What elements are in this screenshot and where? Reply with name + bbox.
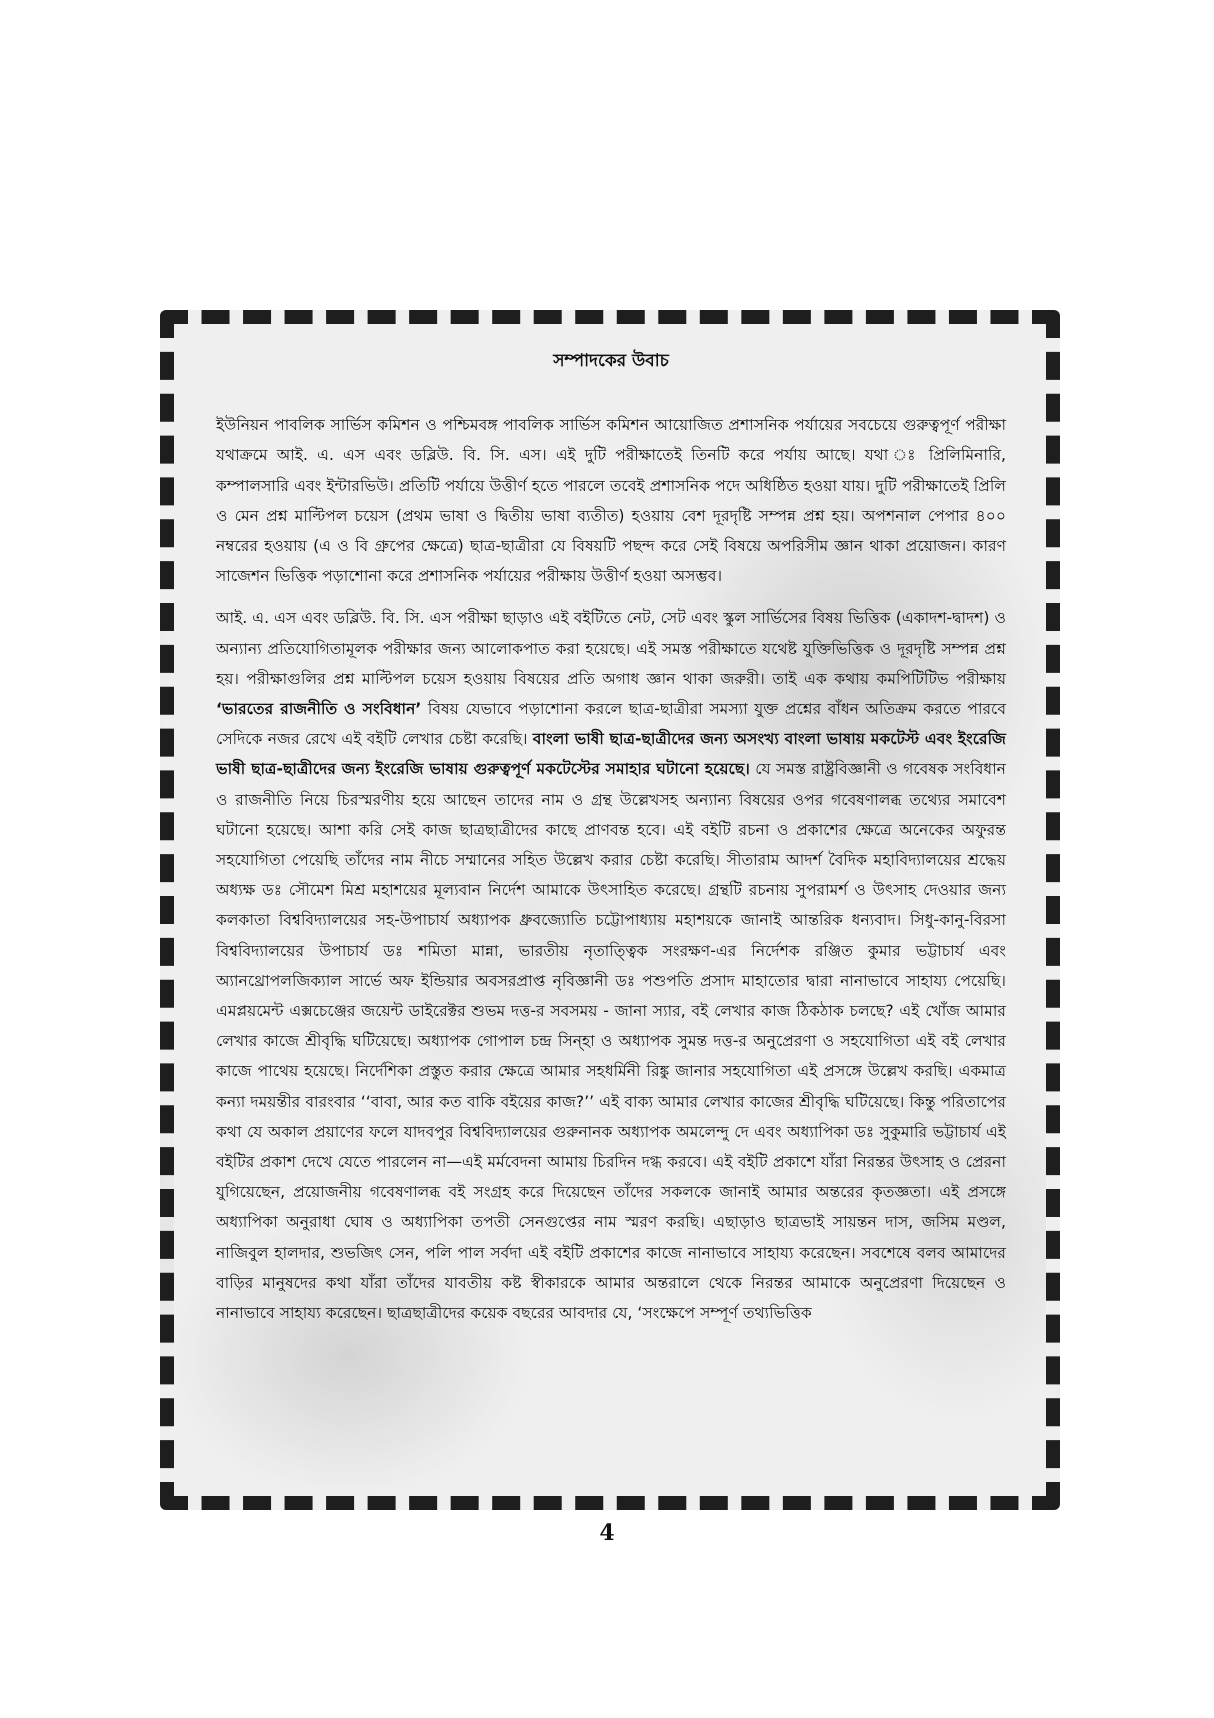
paragraph-2-bold-2: বাংলা ভাষী ছাত্র-ছাত্রীদের জন্য অসংখ্য বাংলা ভাষায় মকটেস্ট এবং ইংরেজি ভাষী ছাত্র-ছাত্রীদের জন্য ইংরেজি ভাষায় গুরুত্বপূর্ণ মকটেস্টের সমাহার ঘটানো হয়েছে। (216, 730, 1007, 779)
dashed-border-frame (160, 310, 1060, 1510)
paragraph-1: ইউনিয়ন পাবলিক সার্ভিস কমিশন ও পশ্চিমবঙ্গ পাবলিক সার্ভিস কমিশন আয়োজিত প্রশাসনিক পর্যায়ের সবচেয়ে গুরুত্বপূর্ণ পরীক্ষা যথাক্রমে আই. এ. এস এবং ডব্লিউ. বি. সি. এস। এই দুটি পরীক্ষাতেই তিনটি করে পর্যায় আছে। যথা ঃ প্রিলিমিনারি, কম্পালসারি এবং ইন্টারভিউ। প্রতিটি পর্যায়ে উত্তীর্ণ হতে পারলে তবেই প্রশাসনিক পদে অধিষ্ঠিত হওয়া যায়। দুটি পরীক্ষাতেই প্রিলি ও মেন প্রশ্ন মাল্টিপল চয়েস (প্রথম ভাষা ও দ্বিতীয় ভাষা ব্যতীত) হওয়ায় বেশ দূরদৃষ্টি সম্পন্ন প্রশ্ন হয়। অপশনাল পেপার ৪০০ নম্বরের হওয়ায় (এ ও বি গ্রুপের ক্ষেত্রে) ছাত্র-ছাত্রীরা যে বিষয়টি পছন্দ করে সেই বিষয়ে অপরিসীম জ্ঞান থাকা প্রয়োজন। কারণ সাজেশন ভিত্তিক পড়াশোনা করে প্রশাসনিক পর্যায়ের পরীক্ষায় উত্তীর্ণ হওয়া অসম্ভব। (216, 416, 1006, 586)
paragraph-2-part-2: বিষয় যেভাবে পড়াশোনা করলে ছাত্র-ছাত্রীরা সমস্যা যুক্ত প্রশ্নের বাঁধন অতিক্রম করতে পারবে সেদিকে নজর রেখে এই বইটি লেখার চেষ্টা করেছি। (216, 700, 1006, 749)
paragraph-2-part-3: যে সমস্ত রাষ্ট্রবিজ্ঞানী ও গবেষক সংবিধান ও রাজনীতি নিয়ে চিরস্মরণীয় হয়ে আছেন তাদের নাম ও গ্রন্থ উল্লেখসহ অন্যান্য বিষয়ের ওপর গবেষণালব্ধ তথ্যের সমাবেশ ঘটানো হয়েছে। আশা করি সেই কাজ ছাত্রছাত্রীদের কাছে প্রাণবন্ত হবে। এই বইটি রচনা ও প্রকাশের ক্ষেত্রে অনেকের অফুরন্ত সহযোগিতা পেয়েছি তাঁদের নাম নীচে সম্মানের সহিত উল্লেখ করার চেষ্টা করেছি। সীতারাম আদর্শ বৈদিক মহাবিদ্যালয়ের শ্রদ্ধেয় অধ্যক্ষ ডঃ সৌমেশ মিশ্র মহাশয়ের মূল্যবান নির্দেশ আমাকে উৎসাহিত করেছে। গ্রন্থটি রচনায় সুপরামর্শ ও উৎসাহ দেওয়ার জন্য কলকাতা বিশ্ববিদ্যালয়ের সহ-উপাচার্য অধ্যাপক ধ্রুবজ্যোতি চট্টোপাধ্যায় মহাশয়কে জানাই আন্তরিক ধন্যবাদ। সিধু-কানু-বিরসা বিশ্ববিদ্যালয়ের উপাচার্য ডঃ শমিতা মান্না, ভারতীয় নৃতাত্ত্বিক সংরক্ষণ-এর নির্দেশক রঞ্জিত কুমার ভট্টাচার্য এবং অ্যানথ্রোপলজিক্যাল সার্ভে অফ ইন্ডিয়ার অবসরপ্রাপ্ত নৃবিজ্ঞানী ডঃ পশুপতি প্রসাদ মাহাতোর দ্বারা নানাভাবে সাহায্য পেয়েছি। এমপ্লয়মেন্ট এক্সচেঞ্জের জয়েন্ট ডাইরেক্টর শুভম দত্ত-র সবসময় - জানা স্যার, বই লেখার কাজ ঠিকঠাক চলছে? এই খোঁজ আমার লেখার কাজে শ্রীবৃদ্ধি ঘটিয়েছে। অধ্যাপক গোপাল চন্দ্র সিন্হা ও অধ্যাপক সুমন্ত দত্ত-র অনুপ্রেরণা ও সহযোগিতা এই বই লেখার কাজে পাথেয় হয়েছে। নির্দেশিকা প্রস্তুত করার ক্ষেত্রে আমার সহধর্মিনী রিঙ্কু জানার সহযোগিতা এই প্রসঙ্গে উল্লেখ করছি। একমাত্র কন্যা দময়ন্তীর বারংবার ‘‘বাবা, আর কত বাকি বইয়ের কাজ?’’ এই বাক্য আমার লেখার কাজের শ্রীবৃদ্ধি ঘটিয়েছে। কিন্তু পরিতাপের কথা যে অকাল প্রয়াণের ফলে যাদবপুর বিশ্ববিদ্যালয়ের গুরুনানক অধ্যাপক অমলেন্দু দে এবং অধ্যাপিকা ডঃ সুকুমারি ভট্টাচার্য এই বইটির প্রকাশ দেখে যেতে পারলেন না—এই মর্মবেদনা আমায় চিরদিন দগ্ধ করবে। এই বইটি প্রকাশে যাঁরা নিরন্তর উৎসাহ ও প্রেরনা যুগিয়েছেন, প্রয়োজনীয় গবেষণালব্ধ বই সংগ্রহ করে দিয়েছেন তাঁদের সকলকে জানাই আমার অন্তরের কৃতজ্ঞতা। এই প্রসঙ্গে অধ্যাপিকা অনুরাধা ঘোষ ও অধ্যাপিকা তপতী সেনগুপ্তের নাম স্মরণ করছি। এছাড়াও ছাত্রভাই সায়ন্তন দাস, জসিম মণ্ডল, নাজিবুল হালদার, শুভজিৎ সেন, পলি পাল সর্বদা এই বইটি প্রকাশের কাজে নানাভাবে সাহায্য করেছেন। সবশেষে বলব আমাদের বাড়ির মানুষদের কথা যাঁরা তাঁদের যাবতীয় কষ্ট স্বীকারকে আমার অন্তরালে থেকে নিরন্তর আমাকে অনুপ্রেরণা দিয়েছেন ও নানাভাবে সাহায্য করেছেন। ছাত্রছাত্রীদের কয়েক বছরের আবদার যে, ‘সংক্ষেপে সম্পূর্ণ তথ্যভিত্তিক (216, 760, 1006, 1323)
page-number: 4 (599, 1520, 615, 1546)
editorial-content (216, 346, 1006, 1340)
paragraph-2 (216, 603, 1006, 1328)
paragraph-2-part-1: আই. এ. এস এবং ডব্লিউ. বি. সি. এস পরীক্ষা ছাড়াও এই বইটিতে নেট, সেট এবং স্কুল সার্ভিসের বিষয় ভিত্তিক (একাদশ-দ্বাদশ) ও অন্যান্য প্রতিযোগিতামূলক পরীক্ষার জন্য আলোকপাত করা হয়েছে। এই সমস্ত পরীক্ষাতে যথেষ্ট যুক্তিভিত্তিক ও দূরদৃষ্টি সম্পন্ন প্রশ্ন হয়। পরীক্ষাগুলির প্রশ্ন মাল্টিপল চয়েস হওয়ায় বিষয়ের প্রতি অগাধ জ্ঞান থাকা জরুরী। তাই এক কথায় কমপিটিটিভ পরীক্ষায় (216, 609, 1006, 688)
paragraph-2-bold-1: ‘ভারতের রাজনীতি ও সংবিধান’ (216, 700, 422, 719)
page-title: সম্পাদকের উবাচ (553, 351, 669, 371)
